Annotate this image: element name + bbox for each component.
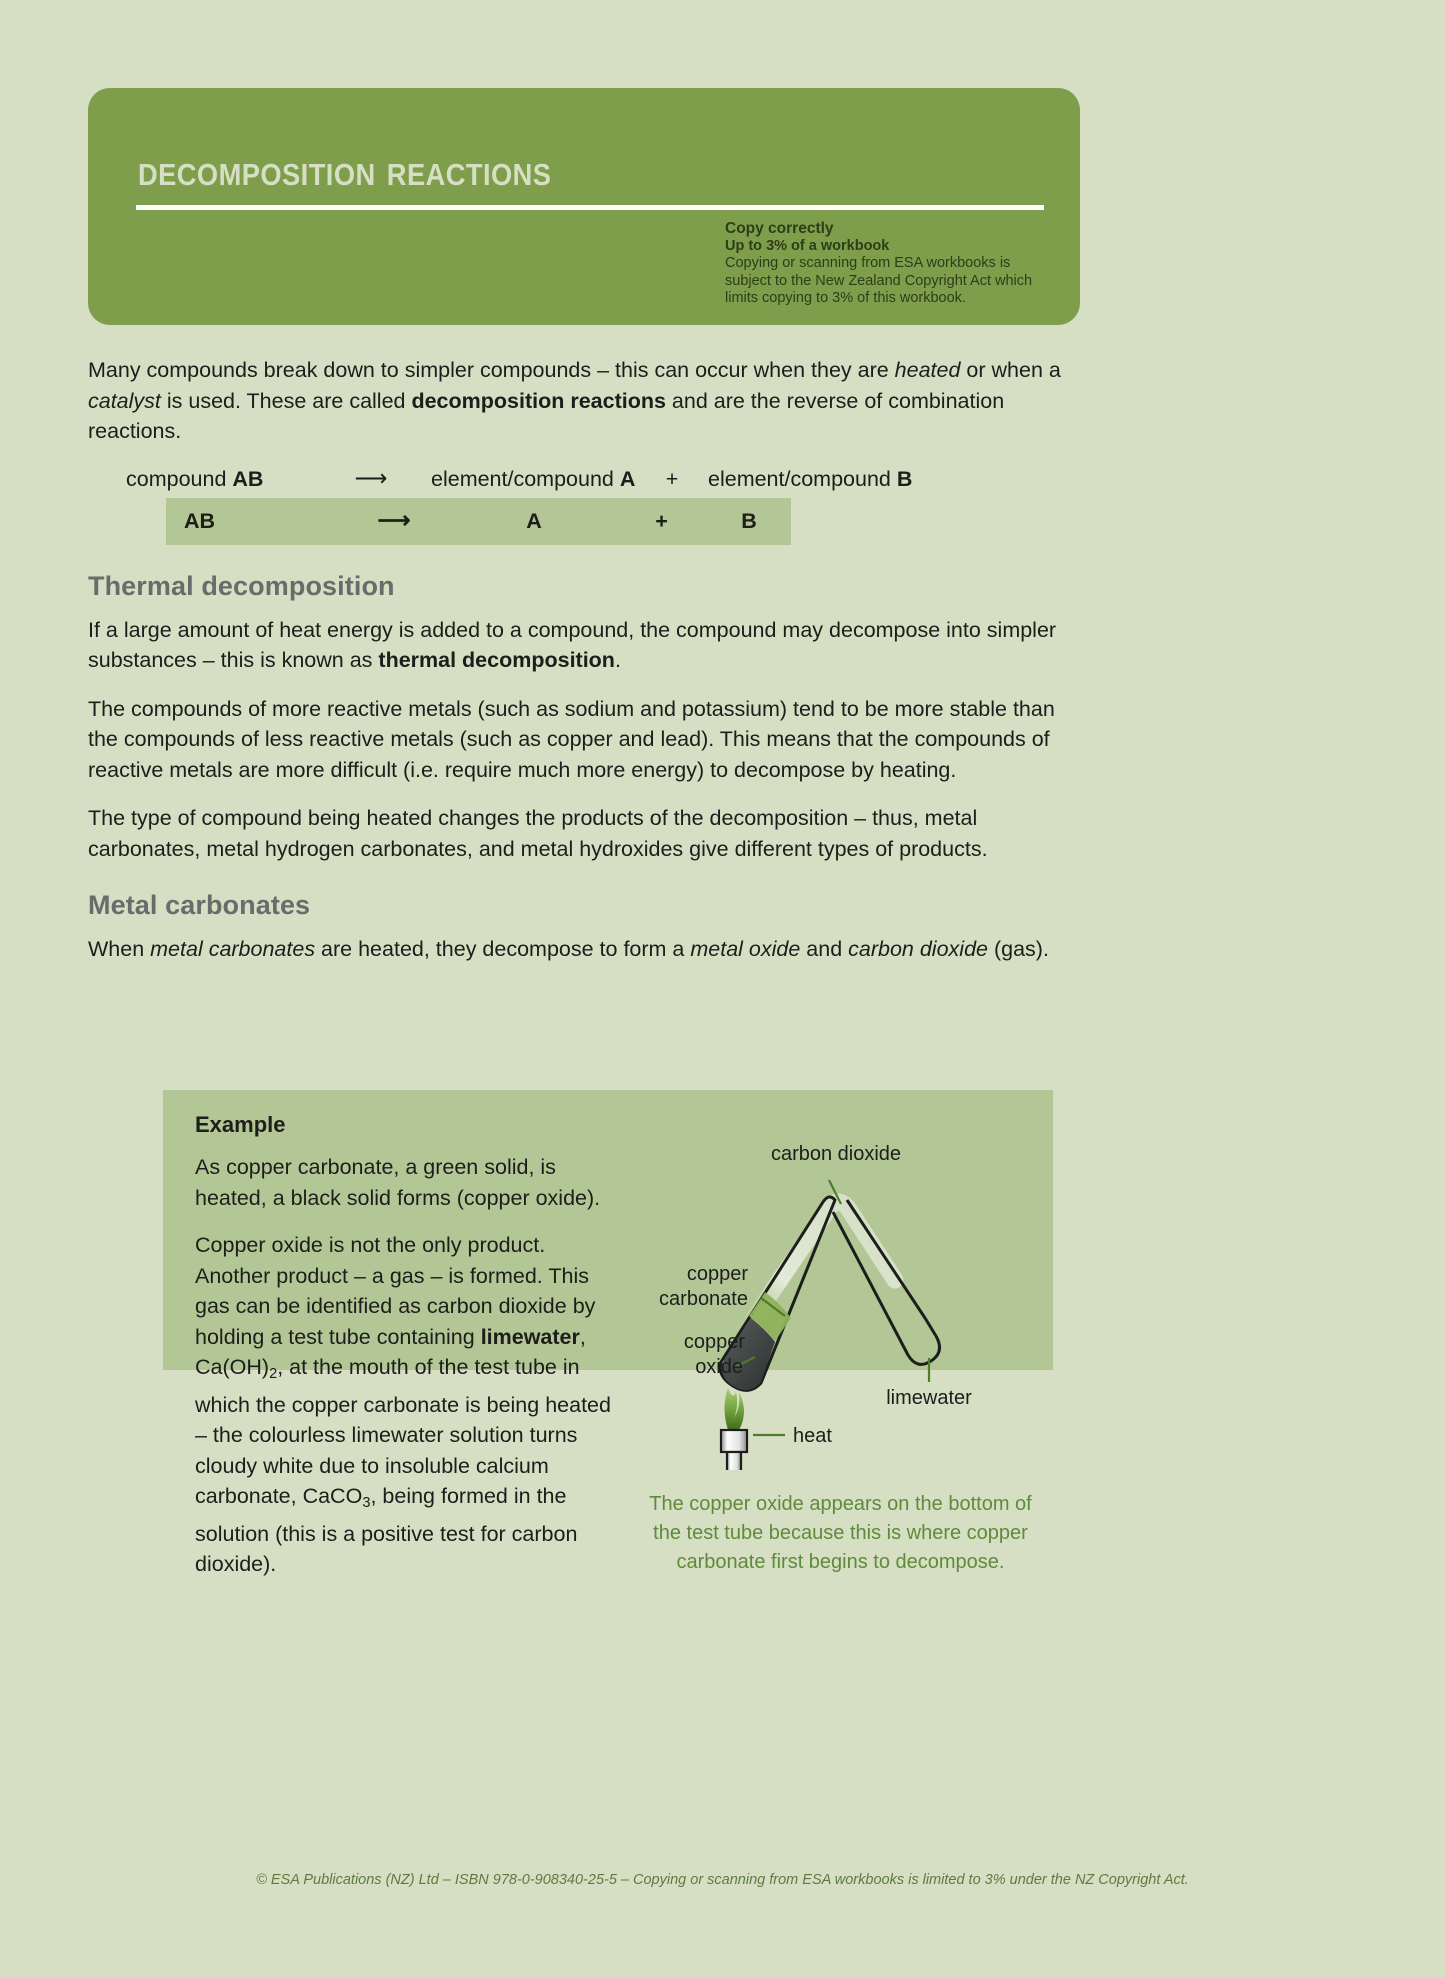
label-copper-oxide-line1: copper (683, 1331, 745, 1353)
eq-left-term: AB (232, 466, 264, 491)
heading-metal-carbonates: Metal carbonates (88, 890, 311, 920)
header-banner (88, 88, 1080, 325)
eqbar-plus-sign: + (655, 508, 668, 533)
page-title: decomposition reactions (138, 146, 552, 195)
carb-em-metal-carbonates: metal carbonates (150, 937, 316, 961)
copyright-notice (725, 220, 1055, 308)
copy-notice-subheading: Up to 3% of a workbook (725, 237, 890, 254)
carbonates-paragraph (88, 934, 1063, 965)
eq-left (126, 467, 311, 492)
intro-text-b: or when a (960, 358, 1061, 382)
thermal-paragraph-2: The compounds of more reactive metals (such as sodium and potassium) tend to be more stable than the compounds of less reactive metals (such as copper and lead). This means that the compounds of reactive metals are more difficult (i.e. require much more energy) to decompose by heating. (88, 696, 1055, 782)
ex-p2-d: , being formed in the solution (this is a positive test for carbon dioxide). (195, 1484, 578, 1577)
label-carbon-dioxide: carbon dioxide (770, 1143, 902, 1165)
eq-right (708, 467, 913, 492)
example-title: Example (195, 1112, 286, 1137)
thermal-p1-strong: thermal decomposition (378, 648, 615, 672)
eq-right-term: B (896, 466, 913, 491)
eq-mid (431, 467, 636, 492)
equation-highlight-bar (166, 498, 791, 545)
carb-a: When (88, 937, 151, 961)
eqbar-b: B (741, 508, 757, 533)
equation-general (88, 465, 1063, 492)
eqbar-arrow-icon: ⟶ (377, 506, 411, 533)
copy-notice-body: Copying or scanning from ESA workbooks is subject to the New Zealand Copyright Act which limits copying to 3% of this workbook. (725, 255, 1033, 306)
thermal-p1-b: . (614, 648, 621, 672)
eq-mid-term: A (619, 466, 636, 491)
eqbar-ab: AB (184, 508, 216, 533)
ex-p2-strong-limewater: limewater (480, 1324, 580, 1349)
ex-p2-c: , at the mouth of the test tube in which the copper carbonate is being heated – the colourless limewater solution turns cloudy white due to insoluble calcium carbonate, CaCO (195, 1355, 611, 1509)
thermal-paragraph-3: The type of compound being heated changes the products of the decomposition – thus, metal carbonates, metal hydrogen carbonates, and metal hydroxides give different types of products. (88, 806, 988, 861)
carb-c: and (800, 937, 849, 961)
page-footer: © ESA Publications (NZ) Ltd – ISBN 978-0-908340-25-5 – Copying or scanning from ESA workbooks is limited to 3% under the NZ Copyright Act. (256, 1872, 1189, 1888)
ex-p2-b: , Ca(OH) (195, 1324, 586, 1379)
intro-em-heated: heated (894, 358, 961, 382)
carb-d: (gas). (988, 937, 1049, 961)
example-paragraph-2 (195, 1230, 625, 1580)
carb-em-carbon-dioxide: carbon dioxide (848, 937, 988, 961)
thermal-paragraph-1 (88, 615, 1063, 676)
ex-p2-sub-3: 3 (362, 1495, 371, 1512)
carb-b: are heated, they decompose to form a (315, 937, 691, 961)
eq-arrow-icon: ⟶ (354, 464, 388, 491)
heading-thermal-decomposition: Thermal decomposition (88, 570, 395, 601)
eqbar-a: A (526, 508, 542, 533)
ex-p2-a: Copper oxide is not the only product. Another product – a gas – is formed. This gas can be identified as carbon dioxide by holding a test tube containing (195, 1233, 596, 1349)
eq-plus-sign: + (665, 466, 679, 491)
content-column (88, 355, 1063, 983)
intro-text-c: is used. These are called (160, 388, 412, 413)
thermal-p1-a: If a large amount of heat energy is added to a compound, the compound may decompose into simpler substances – this is known as (88, 617, 1057, 672)
intro-text-d: and are the reverse of combination reactions. (88, 388, 1005, 443)
label-copper-oxide-line2: oxide (695, 1356, 743, 1378)
label-heat: heat (793, 1425, 832, 1447)
example-box (163, 1090, 1053, 1577)
intro-paragraph (88, 355, 1063, 447)
carb-em-metal-oxide: metal oxide (690, 937, 801, 961)
bunsen-burner-icon (721, 1388, 747, 1470)
intro-text-a: Many compounds break down to simpler compounds – this can occur when they are (88, 358, 895, 382)
diagram-caption: The copper oxide appears on the bottom of the test tube because this is where copper carbonate first begins to decompose. (649, 1493, 1032, 1573)
intro-strong-decomposition: decomposition reactions (411, 388, 666, 413)
intro-em-catalyst: catalyst (88, 388, 161, 413)
example-text-column (195, 1152, 625, 1597)
apparatus-diagram (633, 1130, 1043, 1470)
eq-left-word: compound (126, 466, 227, 491)
copy-notice-heading: Copy correctly (725, 220, 834, 237)
label-limewater: limewater (886, 1387, 972, 1409)
example-paragraph-1: As copper carbonate, a green solid, is heated, a black solid forms (copper oxide). (195, 1155, 601, 1210)
label-copper-carbonate-line1: copper (686, 1263, 748, 1285)
eq-mid-word: element/compound (431, 466, 614, 491)
label-copper-carbonate-line2: carbonate (659, 1288, 748, 1310)
header-divider (136, 205, 1044, 210)
eq-right-word: element/compound (708, 466, 891, 491)
ex-p2-sub-2: 2 (269, 1366, 278, 1383)
